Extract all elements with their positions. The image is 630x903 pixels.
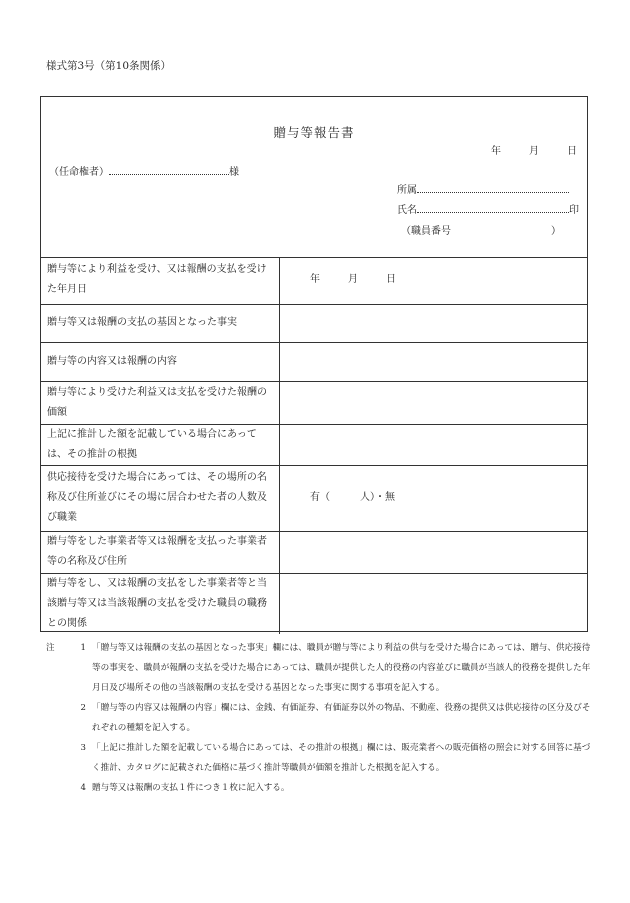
report-date xyxy=(491,142,577,157)
row-date-year: 年 xyxy=(310,274,320,286)
note-item xyxy=(46,698,594,738)
row-label: 贈与等又は報酬の支払の基因となった事実 xyxy=(41,304,280,342)
note-text: 「贈与等又は報酬の支払の基因となった事実」欄には、職員が贈与等により利益の供与を受けた場合にあっては、贈与、供応接待等の事実を、職員が報酬の支払を受けた場合にあっては、職員が提供した人的役務の内容並びに職員が当該人的役務を提供した年月日及び場所その他の当該報酬の支払を受ける基因となった事実に関する事項を記入する。 xyxy=(92,643,591,693)
note-text: 「上記に推計した額を記載している場合にあっては、その推計の根拠」欄には、販売業者への販売価格の照会に対する回答に基づく推計、カタログに記載された価格に基づく推計等職員が価額を推計した根拠を記入する。 xyxy=(92,743,591,773)
report-table xyxy=(41,257,587,634)
appointer-suffix: 様 xyxy=(229,167,239,178)
form-number: 様式第3号（第10条関係） xyxy=(46,60,172,72)
row-value-field[interactable] xyxy=(280,424,588,465)
table-row xyxy=(41,381,587,424)
name-field[interactable] xyxy=(417,202,569,213)
appointer-field[interactable] xyxy=(109,164,229,175)
note-text: 贈与等又は報酬の支払１件につき１枚に記入する。 xyxy=(92,783,290,793)
date-month-label: 月 xyxy=(529,146,539,157)
name-label: 氏名 xyxy=(397,205,417,216)
table-row xyxy=(41,424,587,465)
received-date-field[interactable] xyxy=(280,257,588,304)
report-form xyxy=(40,96,588,632)
table-row xyxy=(41,531,587,573)
row-value-field[interactable] xyxy=(280,573,588,634)
row-value-field[interactable] xyxy=(280,342,588,381)
note-number: 1 xyxy=(80,643,86,653)
note-item xyxy=(46,738,594,778)
appointer-line xyxy=(49,163,239,178)
note-text: 「贈与等の内容又は報酬の内容」欄には、金銭、有価証券、有価証券以外の物品、不動産、役務の提供又は供応接待の区分及びそれぞれの種類を記入する。 xyxy=(92,703,591,733)
table-row xyxy=(41,573,587,634)
row-label: 贈与等をした事業者等又は報酬を支払った事業者等の名称及び住所 xyxy=(41,531,280,573)
row-date-day: 日 xyxy=(386,274,396,286)
table-row xyxy=(41,465,587,531)
note-item xyxy=(46,778,594,798)
form-header xyxy=(41,97,587,258)
staff-number-close: ） xyxy=(551,226,561,237)
affiliation-field[interactable] xyxy=(417,182,569,193)
note-number: 3 xyxy=(80,743,86,753)
affiliation-label: 所属 xyxy=(397,185,417,196)
note-number: 4 xyxy=(80,783,86,793)
appointer-label: （任命権者） xyxy=(49,167,109,178)
row-date-month: 月 xyxy=(348,274,358,286)
table-row xyxy=(41,257,587,304)
staff-number-line xyxy=(401,222,561,237)
name-line xyxy=(397,201,579,216)
row-label: 贈与等により受けた利益又は支払を受けた報酬の価額 xyxy=(41,381,280,424)
row-label: 上記に推計した額を記載している場合にあっては、その推計の根拠 xyxy=(41,424,280,465)
date-day-label: 日 xyxy=(567,146,577,157)
seal-label: 印 xyxy=(569,205,579,216)
notes-marker: 注 xyxy=(46,643,55,653)
table-row xyxy=(41,304,587,342)
date-year-label: 年 xyxy=(491,146,501,157)
row-label: 贈与等により利益を受け、又は報酬の支払を受けた年月日 xyxy=(41,257,280,304)
row-label: 贈与等をし、又は報酬の支払をした事業者等と当該贈与等又は当該報酬の支払を受けた職員の職務との関係 xyxy=(41,573,280,634)
document-title: 贈与等報告書 xyxy=(273,125,355,140)
notes-section xyxy=(46,638,594,798)
row-label: 贈与等の内容又は報酬の内容 xyxy=(41,342,280,381)
row-value-field[interactable] xyxy=(280,531,588,573)
note-item xyxy=(46,638,594,698)
note-number: 2 xyxy=(80,703,86,713)
affiliation-line xyxy=(397,181,569,196)
table-row xyxy=(41,342,587,381)
staff-number-field[interactable] xyxy=(451,222,551,237)
staff-number-label: （職員番号 xyxy=(401,226,451,237)
row-value-field[interactable] xyxy=(280,381,588,424)
row-value-field[interactable] xyxy=(280,304,588,342)
row-label: 供応接待を受けた場合にあっては、その場所の名称及び住所並びにその場に居合わせた者の人数及び職業 xyxy=(41,465,280,531)
entertainment-field[interactable]: 有（ 人）・無 xyxy=(280,465,588,531)
